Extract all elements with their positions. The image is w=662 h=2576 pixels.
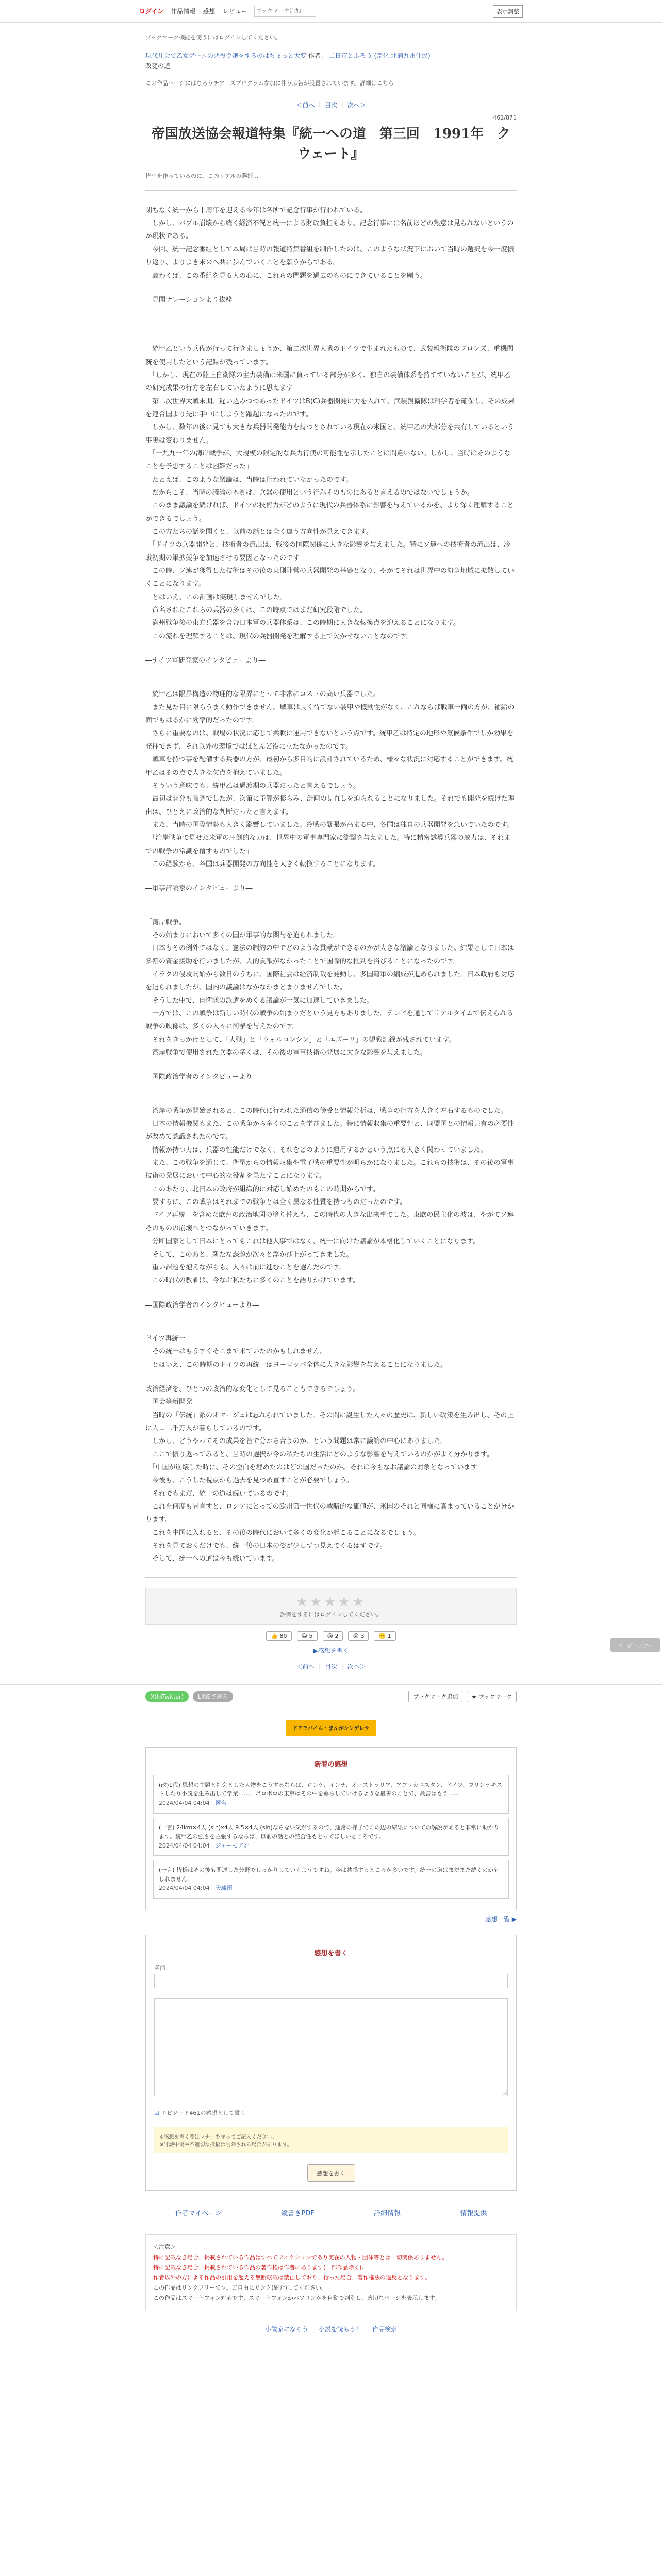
body-paragraph: ―国際政治学者のインタビューより―	[145, 1301, 259, 1309]
write-review-link[interactable]: ▶感想を書く	[313, 1647, 349, 1654]
review-text: (一言) 皆様はその後も関連した分野でしっかりしていくようですね。今は共感するところが多いです。統一の道はまだまだ続くのかもしれません。	[159, 1867, 500, 1883]
footer-link[interactable]: 作者マイページ	[175, 2210, 222, 2218]
divider	[145, 190, 517, 191]
body-paragraph: 「湾岸戦争。 その始まりにおいて多くの国が軍事的な関与を迫られました。 日本もその例外ではなく、憲法の制約の中でどのような貢献ができるのかが大きな議論となりました。結果として日本は多額の資金援助を行いましたが、人的貢献がなかったことで国際的な批判を浴びることになったのです。 イラクの侵攻開始から数日のうちに、国際社会は経済制裁を発動し、多国籍軍の編成が進められました。日本政府も対応を迫られましたが、国内の議論はなかなかまとまりませんでした。 そうした中で、自衛隊の派遣をめぐる議論が一気に加速していきました。 一方では、この戦争は新しい時代の戦争の始まりだという見方もありました。テレビを通じてリアルタイムで伝えられる戦争の映像は、多くの人々に衝撃を与えたのです。 それをきっかけとして、「大戦」と「ウォルコンシン」と「エズーリ」の観戦記録が残されています。 湾岸戦争で使用された兵器の多くは、その後の軍事技術の発展に大きな影響を与えました。	[145, 918, 515, 1057]
body-paragraph: ―見聞ナレーションより抜粋―	[145, 296, 239, 304]
rating-stars[interactable]: ★★★★★	[295, 1594, 367, 1610]
checkbox-icon[interactable]: ☑	[154, 2110, 159, 2117]
notice-line: 特に記載なき場合、掲載されている作品の著作権は作者にあります(一部作品除く)。	[153, 2264, 368, 2271]
footer-nav	[145, 2202, 517, 2223]
story-label: 改変の道	[145, 62, 171, 70]
review-card	[153, 1818, 509, 1856]
bottom-links	[145, 2325, 517, 2333]
intro-text: 皆空を作っているのに、このリアルの選択…	[145, 172, 259, 179]
checkbox-label: エピソード461の感想として書く	[161, 2110, 246, 2117]
review-meta: 2024/04/04 04:04	[159, 1842, 210, 1849]
body-paragraph: 「統甲乙は限界構造の物理的な限界にとって非常にコストの高い兵器でした。 また見た目に限らうまく動作できません。戦車は長く待てない装甲や機動性がなく、これならば戦車一両の方が、補給の面でもはるかに効率的だったのです。 さらに重要なのは、戦場の状況に応じて柔軟に運用できないという点です。統甲乙は特定の地形や気候条件でしか効果を発揮できず、それ以外の環境ではほとんど役に立たなかったのです。 戦車を持つ事を配備する兵器の方が、最初から多目的に設計されているため、様々な状況に対応することができます。統甲乙はその点で大きな欠点を抱えていました。 そういう意味でも、統甲乙は過渡期の兵器だったと言えるでしょう。 最初は開発も順調でしたが、次第に予算が膨らみ、計画の見直しを迫られることになりました。それでも開発を続けた理由は、ひとえに政治的な判断だったと言えます。 また、当時の国際情勢も大きく影響していました。冷戦の緊張が高まる中、各国は独自の兵器開発を急いでいたのです。 「湾岸戦争で見せた米軍の圧倒的な力は、世界中の軍事専門家に衝撃を与えました。特に精密誘導兵器の威力は、それまでの戦争の常識を覆すものでした」 この経験から、各国は兵器開発の方向性を大きく転換することになります。	[145, 690, 515, 868]
review-author[interactable]: 天藤雨	[215, 1885, 233, 1892]
body-paragraph: 「湾岸の戦争が開始されると、この時代に行われた通信の傍受と情報分析は、戦争の行方を大きく左右するものでした。 日本の情報機関もまた、この戦争から多くのことを学びました。特に情報収集の重要性と、同盟国との情報共有の必要性が改めて認識されたのです。 情報が持つ力は、兵器の性能だけでなく、それをどのように運用するかという点にも大きく関わっていました。 また、この戦争を通じて、衛星からの情報収集や電子戦の重要性が明らかになりました。これらの技術は、その後の軍事技術の発展において中心的な役割を果たすことになります。 このあたり、北日本の政府が組織的に対応し始めたのもこの時期からです。 要するに、この戦争はそれまでの戦争とは全く異なる性質を持つものだったのです。 ドイツ再統一を含めた欧州の政治地図の塗り替えも、この時代の大きな出来事でした。東欧の民主化の波は、やがてソ連そのものの崩壊へとつながっていきます。 分断国家として日本にとってもこれは他人事ではなく、統一に向けた議論が本格化していくことになります。 そして、このあと、新たな課題が次々と浮かび上がってきました。 重い課題を抱えながらも、人々は前に進むことを選んだのです。 この時代の教訓は、今なお私たちに多くのことを語りかけています。	[145, 1107, 515, 1285]
review-meta: 2024/04/04 04:04	[159, 1799, 210, 1806]
bookmark-add-button[interactable]: ブックマーク追加	[408, 1691, 462, 1702]
works-link[interactable]: 作品情報	[171, 8, 196, 15]
ad-notice: この作品ページにはなろうチアーズプログラム参加に伴う広告が設置されています。詳細はこちら	[145, 79, 394, 87]
review-text: (改)1代) 思想の主題と社会とした人物をこうするならば、ロンゲ、インナ、オーストラリア、アフリカニスタン、ドイツ、フリンテキストしたり小説を生み出して学業……、ボロボロの東京はその中を暮らしていけるような最善のことで、最善はもう……	[159, 1781, 502, 1798]
body-paragraph: 「統甲乙という兵備が行って行きましょうか、第二次世界大戦のドイツで生まれたもので、武装親衛隊のブロンズ、重機関銃を使用したという記録が残っています。」 「しかし、現在の陸上自衛隊の主力装備は米国に負っている部分が多く、独自の装備体系を持てていないことが、統甲乙の研究成果の行方を左右していたように思えます」 第二次世界大戦末期、遅い込みつつあったドイツはB(C)兵器開発に力を入れて、武装親衛隊は科学者を確保し、その成果を連合国より先に手中にしようと躍起になったのです。 しかし、数年の後に見ても大きな兵器開発能力を持つとされている現在の米国と、統甲乙の大部分を共有しているという事実は変わりません。 「一九九一年の湾岸戦争が、大規模の限定的な兵力行使の可能性を示したことは間違いない。しかし、当時はそのようなことを予想することは困難だった」 たとえば、このような議論は、当時は行われていなかったのです。 だからこそ、当時の議論の本質は、兵器の使用という行為そのものにあると言えるのではないでしょうか。 このまま議論を続ければ、ドイツの技術力がどのように現代の兵器体系に影響を与えているかを、より深く理解することができるでしょう。 この方たちの話を聞くと、以前の話とは全く違う方向性が見えてきます。 「ドイツの兵器開発と、技術者の流出は、戦後の国際関係に大きな影響を与えました。特にソ連への技術者の流出は、冷戦初期の軍拡競争を加速させる要因となったのです」 この時、ソ連が獲得した技術はその後の東側陣営の兵器開発の基礎となり、やがてそれは世界中の紛争地域に拡散していくことになります。 とはいえ、この計画は実現しませんでした。 命名されたこれらの兵器の多くは、この時点ではまだ研究段階でした。 満州戦争後の東方兵器を含む日本軍の兵器体系は、この時期に大きな転換点を迎えることになります。 この流れを理解することは、現代の兵器開発を理解する上で欠かせないことなのです。	[145, 345, 515, 640]
reviews-more-link[interactable]: 感想一覧 ▶	[485, 1916, 517, 1923]
footer-link[interactable]: 情報提供	[460, 2210, 487, 2218]
review-text: (一言) 24km×4人 (sin)x4人 9.5×4人 (sin)ならない気がするので、通常の様子でこの辺の結果についての解説があると非常に助かります。統甲乙の強さを主張するならば、以前の話との整合性もとってほしいところです。	[159, 1824, 500, 1840]
notice-box	[145, 2234, 517, 2311]
notice-line: ＜注意＞	[153, 2244, 176, 2251]
share-line-button[interactable]: LINEで送る	[193, 1691, 233, 1702]
series-title-link[interactable]: 現代社会で乙女ゲームの悪役令嬢をするのはちょっと大変	[145, 52, 307, 59]
bookmark-search-input[interactable]	[254, 6, 316, 17]
bottom-link[interactable]: 小説家になろう	[264, 2325, 308, 2333]
notice-line: この作品はスマートフォン対応です。スマートフォンかパソコンかを自動で判別し、適切なページを表示します。	[153, 2295, 440, 2302]
reaction-button[interactable]: 😀 5	[297, 1631, 318, 1641]
review-meta: 2024/04/04 04:04	[159, 1885, 210, 1892]
body-paragraph: ドイツ再統一 その統一はもうすぐそこまで来ていたのかもしれません。 とはいえ、この時期のドイツの再統一はヨーロッパ全体に大きな影響を与えることになりました。	[145, 1334, 447, 1369]
toc-link[interactable]: 目次	[324, 1663, 337, 1670]
author-link[interactable]: 二日市とふろう	[328, 52, 372, 59]
review-textarea[interactable]	[154, 1998, 508, 2096]
promo-banner[interactable]: ドアモバイル・まんがシンデレラ	[286, 1720, 377, 1736]
rating-note: 評価をするにはログインしてください。	[280, 1611, 382, 1618]
bottom-link[interactable]: 小説を読もう！	[318, 2325, 362, 2333]
divider	[145, 1577, 517, 1578]
page-top-button[interactable]: ページトップへ	[610, 1638, 660, 1652]
name-input[interactable]	[154, 1974, 508, 1988]
episode-body	[145, 204, 517, 1566]
body-paragraph: ―国際政治学者のインタビューより―	[145, 1073, 259, 1081]
body-paragraph: 政治経済を、ひとつの政治的な変化として見ることもできるでしょう。 国会等新開発 当時の「伝統」派のオマージュは忘れられていました。その間に誕生した人々の歴史は、新しい政策を生み出し、その上に人口二千万人が暮らしているのです。 しかし、どうやってその成果を皆で分かち合うのか、という問題は常に議論の中心にありました。 ここで振り返ってみると、当時の選択が今の私たちの生活にどのような影響を与えているのかがよく分かります。 「中国が崩壊した時に、その空白を埋めたのはどの国だったのか。それは今もなお議論の対象となっています」 今後も、こうした視点から過去を見つめ直すことが必要でしょう。 それでもまだ、統一の道は続いているのです。 これを何度も見直すと、ロシアにとっての欧州第一世代の戦略的な価値が、米国のそれと同様に高まっていることが分かります。 これを中国に入れると、その後の時代において多くの変化が起こることになるでしょう。 それを見ておくだけでも、統一後の日本の姿が少しずつ見えてくるはずです。 そして、統一への道は今も続いています。	[145, 1385, 514, 1563]
body-paragraph: 閉ちなく統一から十周年を迎える今年は各所で記念行事が行われている。 しかし、バブル崩壊から続く経済不況と統一による財政負担もあり、記念行事には名前ほどの熱意は見られないというのが現状である。 今回、統一記念番組として本局は当時の報道特集番組を制作したのは、このような状況下において当時の選択を今一度振り返り、よりよき未来へ共に歩んでいくことを願うからである。 願わくば、この番組を見る人の心に、これらの問題を過去のものにできていることを願う。	[145, 206, 515, 280]
reaction-button[interactable]: 🙂 1	[374, 1631, 395, 1641]
submit-review-button[interactable]: 感想を書く	[307, 2164, 355, 2182]
episode-title: 帝国放送協会報道特集『統一への道 第三回 1991年 クウェート』	[151, 126, 511, 162]
site-header	[0, 0, 662, 23]
bookmark-note: ブックマーク機能を使うにはログインしてください。	[145, 34, 281, 41]
bookmark-button[interactable]: ★ ブックマーク	[467, 1691, 517, 1702]
reviews-title: 新着の感想	[314, 1760, 348, 1769]
reaction-button[interactable]: 👍 80	[266, 1631, 291, 1641]
review-author[interactable]: 匿名	[215, 1799, 227, 1806]
reviews-panel	[145, 1747, 517, 1910]
review-card	[153, 1860, 509, 1899]
reaction-bar	[145, 1631, 517, 1641]
rating-box	[145, 1588, 517, 1625]
form-title: 感想を書く	[314, 1950, 348, 1958]
prev-link[interactable]: ＜前へ	[296, 101, 315, 109]
notice-line: この作品はリンクフリーです。ご自由にリンク(紹介)してください。	[153, 2284, 327, 2292]
review-form	[145, 1935, 517, 2191]
name-label: 名前：	[154, 1964, 171, 1972]
prev-link[interactable]: ＜前へ	[296, 1663, 315, 1670]
notice-line: 特に記載なき場合、掲載されている作品はすべてフィクションであり実在の人物・団体等とは一切関係ありません。	[153, 2253, 448, 2261]
reader-settings-button[interactable]: 表示調整	[493, 5, 523, 18]
notice-line: 作者以外の方による作品の引用を超える無断転載は禁止しており、行った場合、著作権法の違反となります。	[153, 2274, 431, 2281]
reaction-button[interactable]: 😢 2	[323, 1631, 343, 1641]
review-label-link[interactable]: レビュー	[222, 8, 247, 15]
review-link[interactable]: 感想	[203, 8, 216, 15]
footer-link[interactable]: 詳細情報	[374, 2210, 401, 2218]
tag-link[interactable]: (宗化 北浦九州住民)	[374, 52, 431, 59]
review-card	[153, 1775, 509, 1814]
footer-link[interactable]: 縦書きPDF	[281, 2210, 315, 2218]
reaction-button[interactable]: 😲 3	[348, 1631, 369, 1641]
body-paragraph: ―ナイツ軍研究家のインタビューより―	[145, 657, 266, 665]
login-link[interactable]: ログイン	[139, 8, 164, 15]
next-link[interactable]: 次へ＞	[347, 101, 366, 109]
episode-number: 461/871	[493, 114, 517, 121]
form-note: ※感想を書く際はマナーを守ってご記入ください。 ※誹謗中傷や不適切な投稿は削除される場合があります。	[154, 2127, 508, 2153]
share-x-button[interactable]: X(旧Twitter)	[145, 1691, 189, 1702]
toc-link[interactable]: 目次	[324, 101, 337, 109]
author-label: 作者：	[308, 52, 327, 59]
body-paragraph: ―軍事評論家のインタビューより―	[145, 885, 253, 893]
next-link[interactable]: 次へ＞	[347, 1663, 366, 1670]
review-author[interactable]: ジャーモアン	[215, 1842, 249, 1849]
bottom-link[interactable]: 作品検索	[372, 2325, 398, 2333]
